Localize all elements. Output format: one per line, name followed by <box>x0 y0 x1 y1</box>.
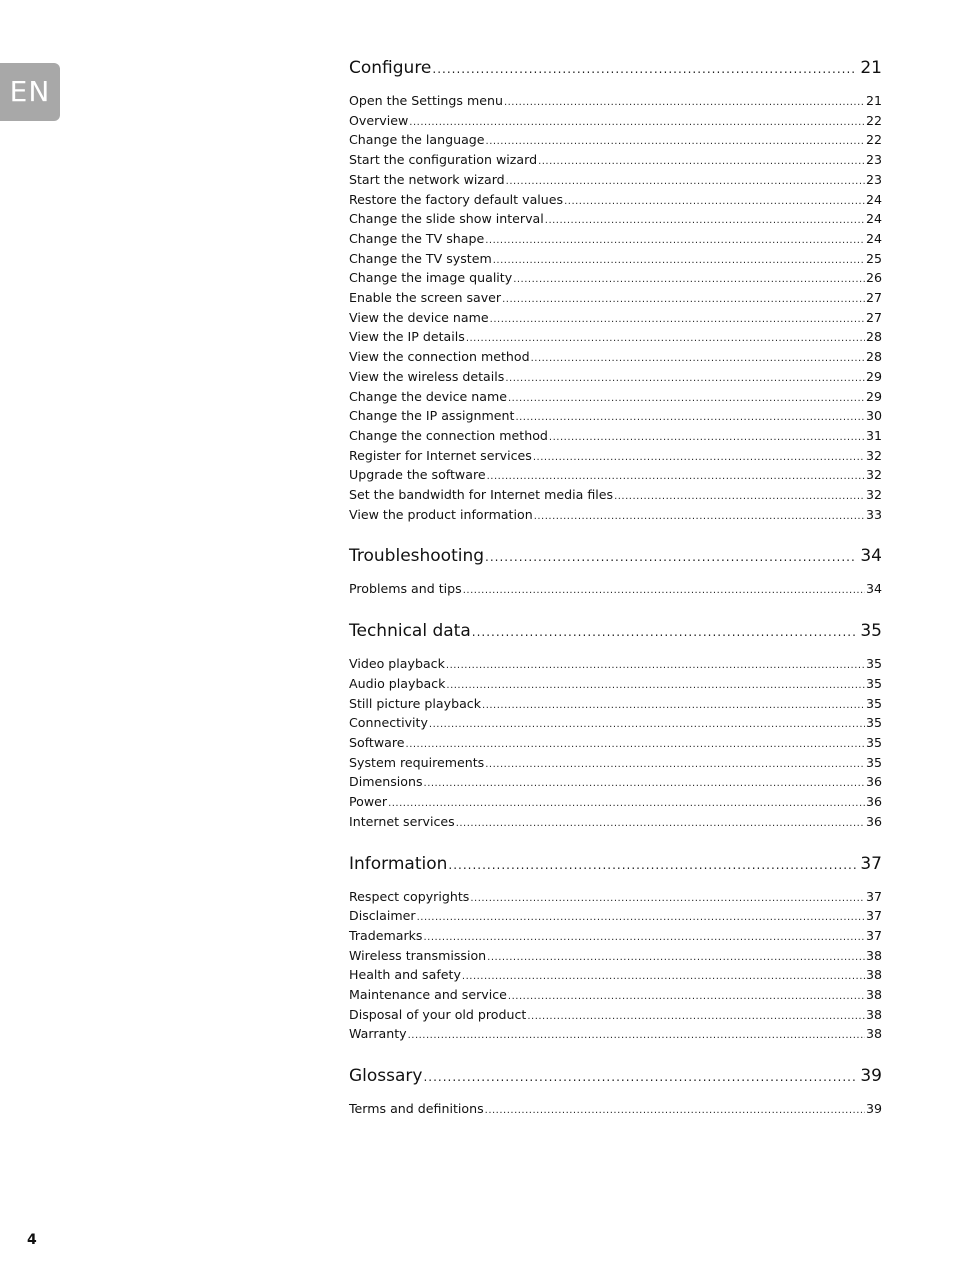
entry-label: Maintenance and service <box>349 987 507 1003</box>
entry-label: Change the IP assignment <box>349 408 515 424</box>
dot-leader <box>564 193 865 211</box>
dot-leader <box>388 795 865 813</box>
toc-entry[interactable] <box>349 1100 882 1120</box>
toc-entry[interactable] <box>349 1006 882 1026</box>
dot-leader <box>508 390 865 408</box>
dot-leader <box>545 212 865 230</box>
dot-leader <box>534 508 865 526</box>
section-title: Information <box>349 853 448 874</box>
entry-page-number: 35 <box>865 734 882 750</box>
entry-label: Disclaimer <box>349 908 416 924</box>
entry-label: Disposal of your old product <box>349 1006 527 1022</box>
entry-page-number: 36 <box>865 794 882 810</box>
entry-page-number: 22 <box>865 112 882 128</box>
entry-label: Dimensions <box>349 774 423 790</box>
entry-page-number: 23 <box>865 152 882 168</box>
entry-label: Change the image quality <box>349 270 513 286</box>
entry-label: View the product information <box>349 506 533 522</box>
entry-label: View the device name <box>349 309 489 325</box>
entry-label: Video playback <box>349 656 445 672</box>
entry-page-number: 37 <box>865 908 882 924</box>
dot-leader <box>446 657 865 675</box>
dot-leader <box>424 775 865 793</box>
entry-page-number: 36 <box>865 813 882 829</box>
entry-label: View the wireless details <box>349 368 505 384</box>
entry-label: Change the TV system <box>349 250 492 266</box>
toc-section <box>349 851 882 1046</box>
dot-leader <box>531 350 865 368</box>
entry-label: Software <box>349 734 405 750</box>
section-heading[interactable] <box>349 618 882 645</box>
dot-leader <box>472 619 857 645</box>
toc-entry[interactable] <box>349 986 882 1006</box>
dot-leader <box>485 232 865 250</box>
toc-entry[interactable] <box>349 171 882 191</box>
table-of-contents <box>349 55 882 1138</box>
dot-leader <box>485 1102 865 1120</box>
entry-label: Health and safety <box>349 967 461 983</box>
entry-page-number: 38 <box>865 947 882 963</box>
entry-page-number: 32 <box>865 447 882 463</box>
dot-leader <box>506 173 865 191</box>
dot-leader <box>487 949 865 967</box>
dot-leader <box>490 311 865 329</box>
page-number: 4 <box>27 1232 37 1248</box>
entry-page-number: 35 <box>865 754 882 770</box>
entry-page-number: 21 <box>865 93 882 108</box>
entry-page-number: 35 <box>865 656 882 672</box>
section-title: Glossary <box>349 1066 423 1087</box>
entry-label: Still picture playback <box>349 695 482 711</box>
entry-page-number: 29 <box>865 388 882 404</box>
entry-label: Overview <box>349 112 409 128</box>
dot-leader <box>487 468 865 486</box>
entry-page-number: 24 <box>865 191 882 207</box>
entry-page-number: 37 <box>865 927 882 943</box>
entry-label: Restore the factory default values <box>349 191 564 207</box>
toc-entry[interactable] <box>349 131 882 151</box>
entry-page-number: 28 <box>865 349 882 365</box>
entry-page-number: 24 <box>865 230 882 246</box>
dot-leader <box>446 677 865 695</box>
entry-page-number: 32 <box>865 467 882 483</box>
section-title: Configure <box>349 58 432 78</box>
toc-entry[interactable] <box>349 947 882 967</box>
section-heading[interactable] <box>349 55 882 82</box>
entry-label: View the IP details <box>349 329 465 345</box>
entry-label: Change the slide show interval <box>349 211 544 227</box>
toc-entry[interactable] <box>349 407 882 427</box>
section-heading[interactable] <box>349 543 882 570</box>
toc-section <box>349 1063 882 1120</box>
entry-label: Start the network wizard <box>349 171 505 187</box>
entry-label: Change the TV shape <box>349 230 485 246</box>
toc-entry[interactable] <box>349 447 882 467</box>
toc-entry[interactable] <box>349 773 882 793</box>
entry-page-number: 28 <box>865 329 882 345</box>
entry-page-number: 32 <box>865 487 882 503</box>
entry-page-number: 33 <box>865 506 882 522</box>
entry-label: Warranty <box>349 1026 407 1042</box>
toc-entry[interactable] <box>349 714 882 734</box>
entry-label: Respect copyrights <box>349 888 470 904</box>
entry-label: Open the Settings menu <box>349 93 503 108</box>
entry-page-number: 37 <box>865 888 882 904</box>
entry-page-number: 30 <box>865 408 882 424</box>
entry-page-number: 27 <box>865 309 882 325</box>
entry-label: Terms and definitions <box>349 1101 484 1117</box>
dot-leader <box>549 429 865 447</box>
toc-entry[interactable] <box>349 734 882 754</box>
section-page-number: 34 <box>860 546 882 567</box>
dot-leader <box>486 133 865 151</box>
dot-leader <box>456 815 865 833</box>
dot-leader <box>462 968 865 986</box>
toc-entry[interactable] <box>349 92 882 112</box>
entry-label: Wireless transmission <box>349 947 487 963</box>
dot-leader <box>508 988 865 1006</box>
toc-section <box>349 543 882 600</box>
entry-page-number: 38 <box>865 987 882 1003</box>
toc-entry[interactable] <box>349 368 882 388</box>
entry-page-number: 23 <box>865 171 882 187</box>
language-tab: EN <box>0 63 60 121</box>
toc-entry[interactable] <box>349 328 882 348</box>
entry-page-number: 34 <box>865 581 882 597</box>
section-page-number: 37 <box>860 853 882 874</box>
entry-label: Change the connection method <box>349 427 548 443</box>
toc-entry[interactable] <box>349 466 882 486</box>
dot-leader <box>424 929 865 947</box>
dot-leader <box>432 56 856 82</box>
toc-entry[interactable] <box>349 427 882 447</box>
toc-entry[interactable] <box>349 191 882 211</box>
toc-entry[interactable] <box>349 348 882 368</box>
toc-entry[interactable] <box>349 695 882 715</box>
dot-leader <box>485 756 865 774</box>
entry-label: System requirements <box>349 754 485 770</box>
entry-label: Internet services <box>349 813 455 829</box>
entry-label: Power <box>349 794 388 810</box>
entry-page-number: 35 <box>865 695 882 711</box>
dot-leader <box>423 1064 856 1090</box>
entry-label: Connectivity <box>349 715 428 731</box>
section-title: Technical data <box>349 621 471 642</box>
toc-entry[interactable] <box>349 112 882 132</box>
toc-entry[interactable] <box>349 675 882 695</box>
toc-entry[interactable] <box>349 1025 882 1045</box>
toc-entry[interactable] <box>349 269 882 289</box>
toc-entry[interactable] <box>349 486 882 506</box>
toc-entry[interactable] <box>349 793 882 813</box>
toc-entry[interactable] <box>349 151 882 171</box>
toc-entry[interactable] <box>349 309 882 329</box>
entry-label: Start the configuration wizard <box>349 152 538 168</box>
entry-page-number: 24 <box>865 211 882 227</box>
toc-entry[interactable] <box>349 754 882 774</box>
dot-leader <box>409 114 865 132</box>
dot-leader <box>533 449 865 467</box>
entry-label: Change the language <box>349 132 485 148</box>
dot-leader <box>485 544 856 570</box>
toc-entry[interactable] <box>349 230 882 250</box>
entry-page-number: 39 <box>865 1101 882 1117</box>
entry-page-number: 36 <box>865 774 882 790</box>
toc-entry[interactable] <box>349 966 882 986</box>
section-heading[interactable] <box>349 851 882 878</box>
toc-entry[interactable] <box>349 250 882 270</box>
section-title: Troubleshooting <box>349 546 485 567</box>
section-page-number: 21 <box>860 58 882 78</box>
entry-label: Upgrade the software <box>349 467 486 483</box>
entry-label: Set the bandwidth for Internet media files <box>349 487 614 503</box>
dot-leader <box>406 736 865 754</box>
entry-page-number: 38 <box>865 1006 882 1022</box>
entry-label: Register for Internet services <box>349 447 532 463</box>
toc-entry[interactable] <box>349 907 882 927</box>
entry-label: Problems and tips <box>349 581 462 597</box>
entry-page-number: 26 <box>865 270 882 286</box>
entry-label: Change the device name <box>349 388 507 404</box>
dot-leader <box>527 1008 865 1026</box>
toc-section <box>349 55 882 525</box>
entry-page-number: 25 <box>865 250 882 266</box>
dot-leader <box>515 409 865 427</box>
dot-leader <box>470 890 865 908</box>
dot-leader <box>513 271 865 289</box>
dot-leader <box>504 94 865 112</box>
dot-leader <box>448 852 856 878</box>
dot-leader <box>538 153 865 171</box>
toc-entry[interactable] <box>349 388 882 408</box>
entry-label: Audio playback <box>349 675 446 691</box>
entry-page-number: 38 <box>865 967 882 983</box>
dot-leader <box>505 370 865 388</box>
dot-leader <box>502 291 865 309</box>
toc-entry[interactable] <box>349 506 882 526</box>
section-page-number: 35 <box>860 621 882 642</box>
entry-label: View the connection method <box>349 349 530 365</box>
toc-entry[interactable] <box>349 210 882 230</box>
entry-label: Trademarks <box>349 927 423 943</box>
dot-leader <box>482 697 865 715</box>
toc-entry[interactable] <box>349 813 882 833</box>
section-page-number: 39 <box>860 1066 882 1087</box>
dot-leader <box>466 330 865 348</box>
entry-page-number: 22 <box>865 132 882 148</box>
toc-entry[interactable] <box>349 927 882 947</box>
dot-leader <box>614 488 865 506</box>
entry-page-number: 29 <box>865 368 882 384</box>
entry-page-number: 35 <box>865 675 882 691</box>
entry-page-number: 31 <box>865 427 882 443</box>
entry-page-number: 38 <box>865 1026 882 1042</box>
section-heading[interactable] <box>349 1063 882 1090</box>
toc-entry[interactable] <box>349 580 882 600</box>
toc-section <box>349 618 882 832</box>
dot-leader <box>429 716 865 734</box>
entry-label: Enable the screen saver <box>349 290 502 306</box>
toc-entry[interactable] <box>349 289 882 309</box>
dot-leader <box>493 252 865 270</box>
toc-entry[interactable] <box>349 655 882 675</box>
dot-leader <box>408 1027 865 1045</box>
entry-page-number: 35 <box>865 715 882 731</box>
dot-leader <box>417 909 865 927</box>
toc-entry[interactable] <box>349 888 882 908</box>
entry-page-number: 27 <box>865 290 882 306</box>
dot-leader <box>463 582 865 600</box>
